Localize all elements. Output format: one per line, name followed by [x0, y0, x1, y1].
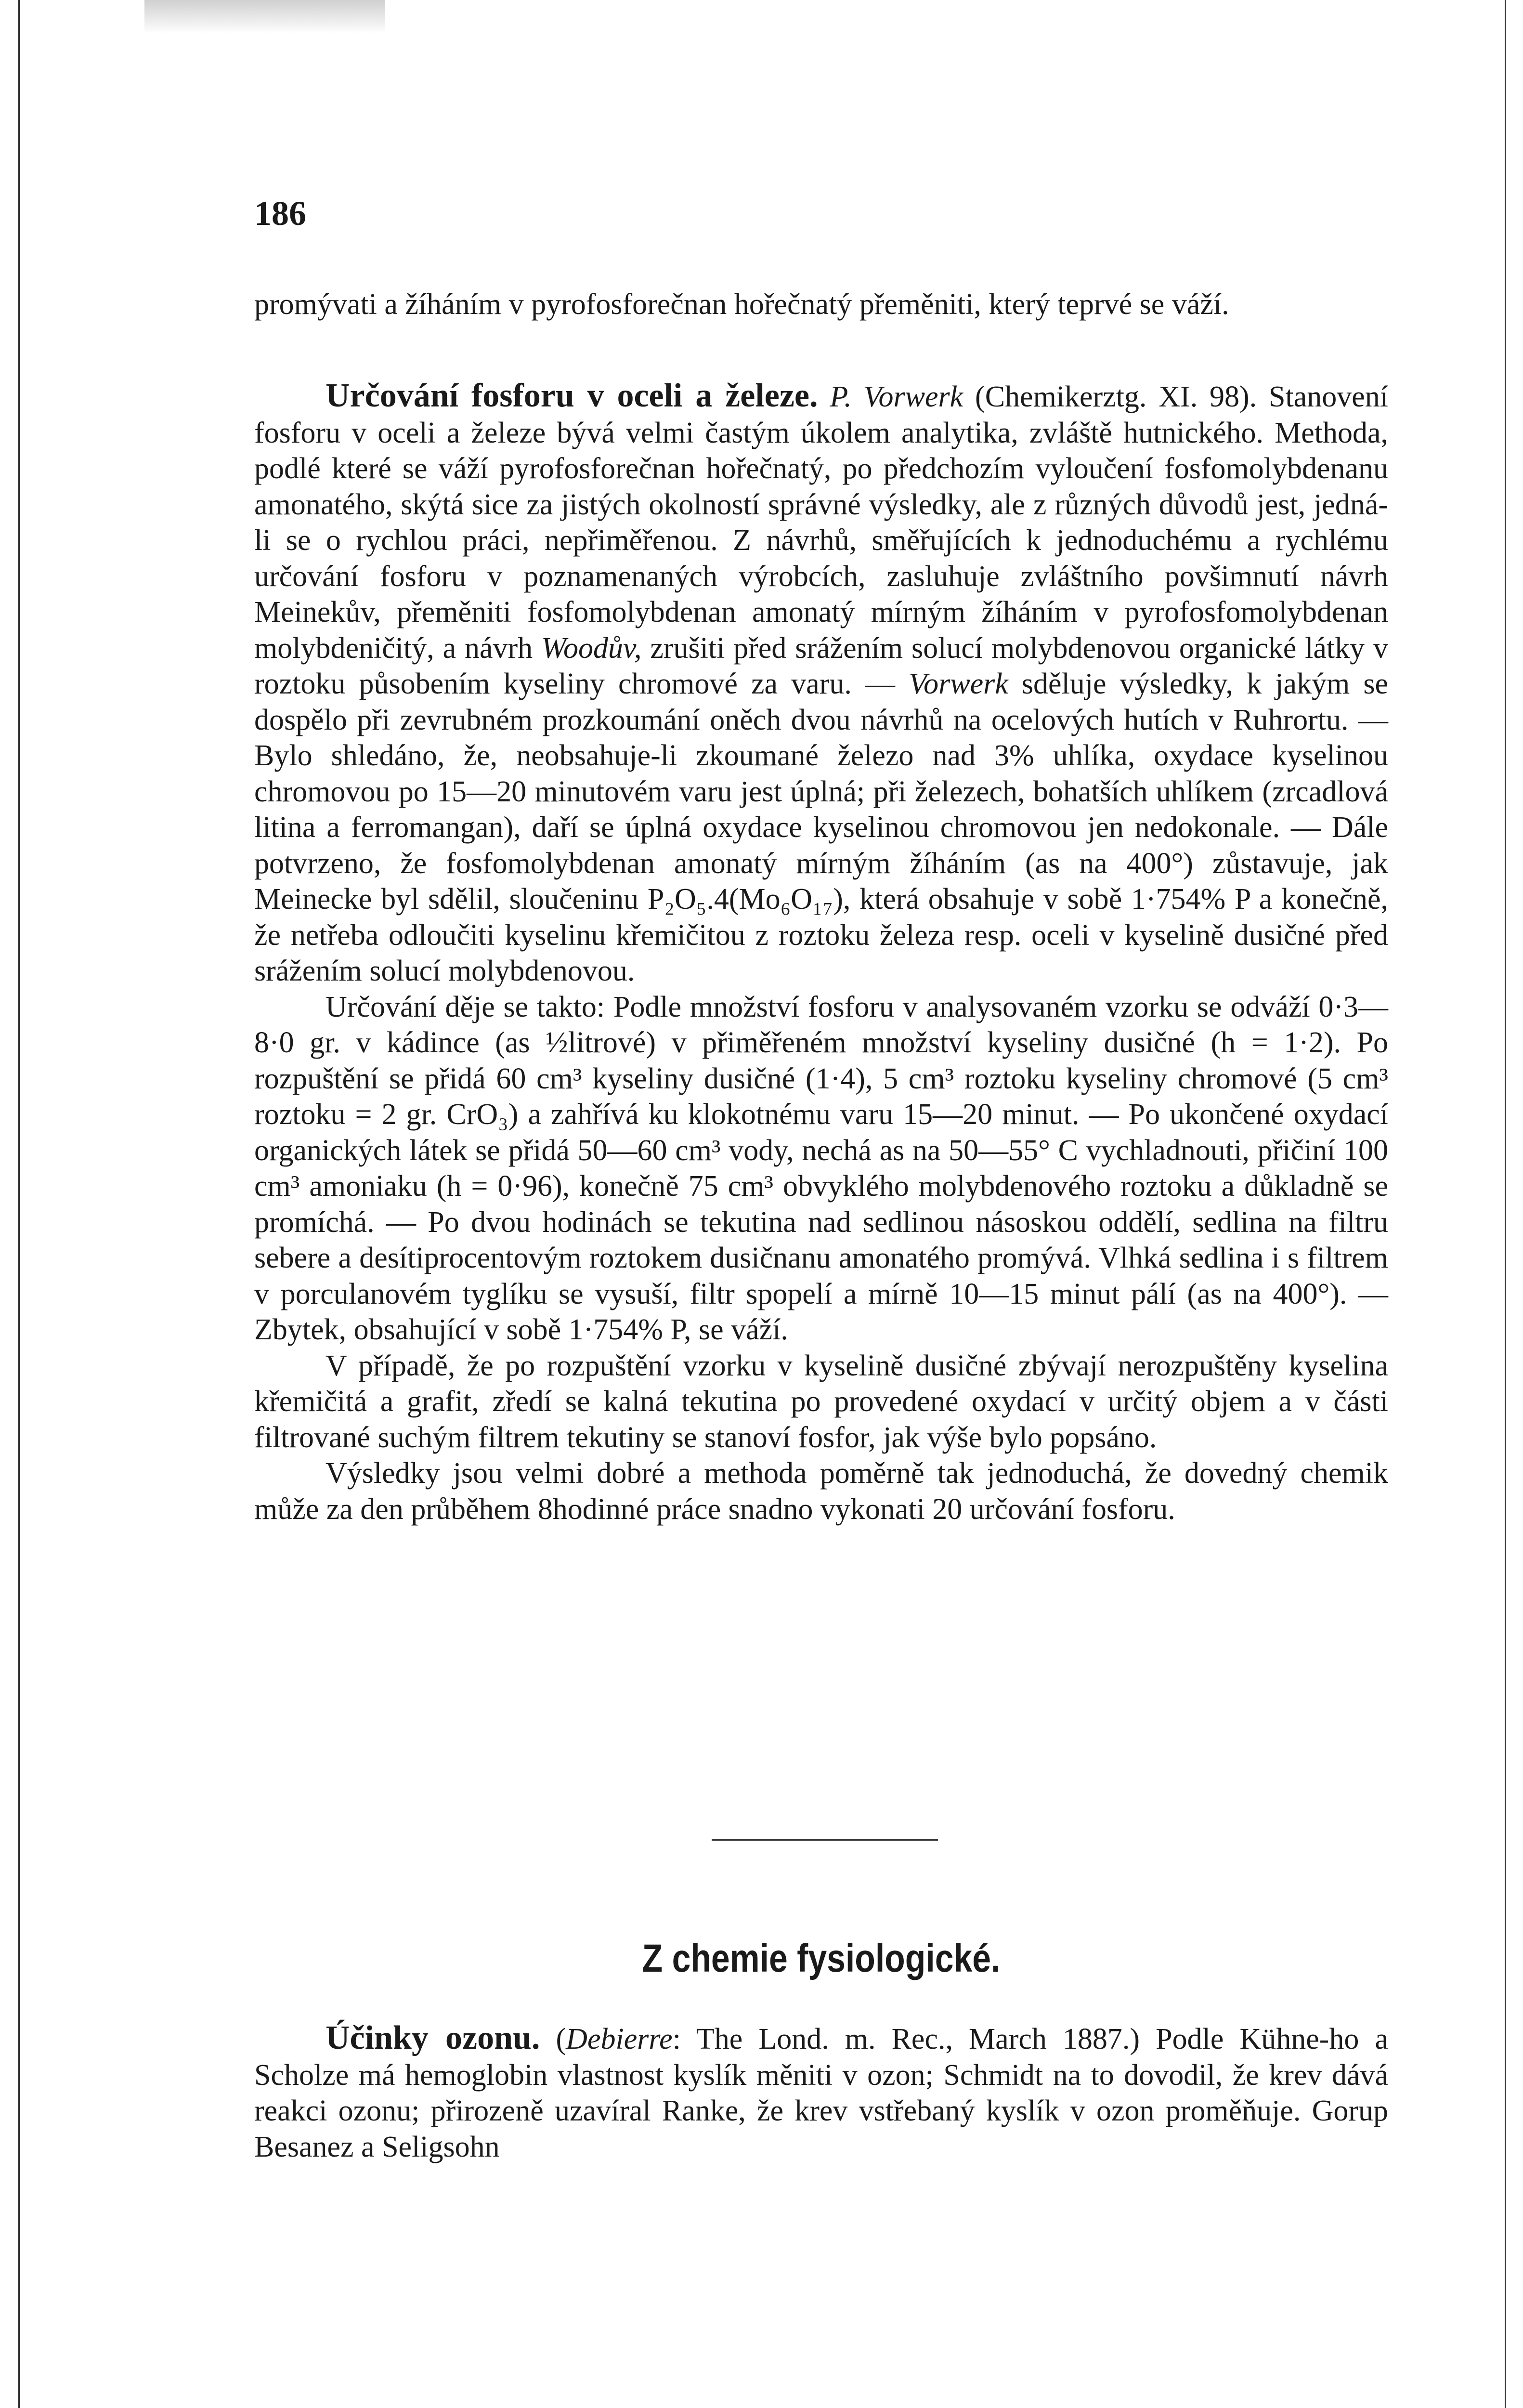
paragraph-text: Stanovení fosforu v oceli a železe bývá velmi častým úkolem analytika, zvláště hutnického. Methoda, podlé které se váží pyrofosforečnan hořečnatý, po předchozím vyloučení fosfomolybdenanu amonatého, skýtá sice za jistých okolností správné výsledky, ale z různých důvodů jest, jedná-li se o rychlou práci, nepřiměřenou. Z návrhů, směřujících k jednoduchému a rychlému určování fosforu v poznamenaných výrobcích, zasluhuje zvláštního povšimnutí návrh Meinekův, přeměniti fosfomolybdenan amonatý mírným žíháním v pyrofosfomolybdenan molybdeničitý, a návrh	[254, 380, 1389, 665]
article-ozone	[254, 2020, 1388, 2165]
page-frame-right-edge	[1505, 0, 1506, 2408]
paragraph-procedure: Určování děje se takto: Podle množství fosforu v analysovaném vzorku se odváží 0·3—8·0 gr. v kádince (as ½litrové) v přiměřeném množství kyseliny dusičné (h = 1·2). Po rozpuštění se přidá 60 cm³ kyseliny dusičné (1·4), 5 cm³ roztoku kyseliny chromové (5 cm³ roztoku = 2 gr. CrO₃) a zahřívá ku klokotnému varu 15—20 minut. — Po ukončené oxydací organických látek se přidá 50—60 cm³ vody, nechá as na 50—55° C vychladnouti, přičiní 100 cm³ amoniaku (h = 0·96), konečně 75 cm³ obvyklého molybdenového roztoku a důkladně se promíchá. — Po dvou hodinách se tekutina nad sedlinou násoskou oddělí, sedlina na filtru sebere a desítiprocentovým roztokem dusičnanu amonatého promývá. Vlhká sedlina i s filtrem v porculanovém tyglíku se vysuší, filtr spopelí a mírně 10—15 minut pálí (as na 400°). — Zbytek, obsahující v sobě 1·754% P, se váží.	[254, 990, 1388, 1346]
paragraph-text: Podle Kühne-ho a Scholze má hemoglobin vlastnost kyslík měniti v ozon; Schmidt na to dovodil, že krev dává reakci ozonu; přirozeně uzavíral Ranke, že krev vstřebaný kyslík v ozon proměňuje. Gorup Besanez a Seligsohn	[254, 2023, 1388, 2163]
page-number: 186	[254, 194, 306, 233]
chapter-title: Z chemie fysiologické.	[642, 1937, 1001, 1980]
page-frame-left-edge	[18, 0, 20, 2408]
article-ozone-paragraph	[254, 2020, 1388, 2165]
author-name-wood: Woodův,	[541, 631, 642, 665]
carryover-paragraph	[254, 287, 1388, 323]
section-divider	[712, 1839, 938, 1841]
paragraph-text: zrušiti před srážením solucí molybdenovou organické látky v roztoku působením kyseliny chromové za varu. —	[254, 631, 1389, 700]
article-author: P. Vorwerk	[830, 380, 963, 413]
article-heading: Účinky ozonu.	[325, 2019, 540, 2056]
paragraph-results: Výsledky jsou velmi dobré a methoda poměrně tak jednoduchá, že dovedný chemik může za den průběhem 8hodinné práce snadno vykonati 20 určování fosforu.	[254, 1457, 1388, 1526]
paren-open: (	[556, 2023, 566, 2055]
article-source: (Chemikerztg. XI. 98).	[975, 380, 1257, 413]
carryover-text: promývati a žíháním v pyrofosforečnan hořečnatý přeměniti, který teprvé se váží.	[254, 288, 1229, 321]
paragraph-silica-case: V případě, že po rozpuštění vzorku v kyselině dusičné zbývají nerozpuštěny kyselina křemičitá a grafit, zředí se kalná tekutina po provedené oxydací v určitý objem a v části filtrované suchým filtrem tekutiny se stanoví fosfor, jak výše bylo popsáno.	[254, 1349, 1388, 1454]
author-name-vorwerk: Vorwerk	[909, 667, 1008, 700]
article-phosphorus-intro	[254, 378, 1388, 989]
article-author: Debierre	[566, 2023, 673, 2055]
article-phosphorus	[254, 378, 1388, 1527]
paragraph-text: sděluje výsledky, k jakým se dospělo při zevrubném prozkoumání oněch dvou návrhů na ocelových hutích v Ruhrortu. — Bylo shledáno, že, neobsahuje-li zkoumané železo nad 3% uhlíka, oxydace kyselinou chromovou po 15—20 minutovém varu jest úplná; při železech, bohatších uhlíkem (zrcadlová litina a ferromangan), daří se úplná oxydace kyselinou chromovou jen nedokonale. — Dále potvrzeno, že fosfomolybdenan amonatý mírným žíháním (as na 400°) zůstavuje, jak Meinecke byl sdělil, sloučeninu P₂O₅.4(Mo₆O₁₇), která obsahuje v sobě 1·754% P a konečně, že netřeba odloučiti kyselinu křemičitou z roztoku železa resp. oceli v kyselině dusičné před srážením solucí molybdenovou.	[254, 667, 1389, 987]
article-heading: Určování fosforu v oceli a železe.	[325, 377, 818, 414]
scan-smudge	[144, 0, 385, 34]
article-source: : The Lond. m. Rec., March 1887.)	[672, 2023, 1140, 2055]
